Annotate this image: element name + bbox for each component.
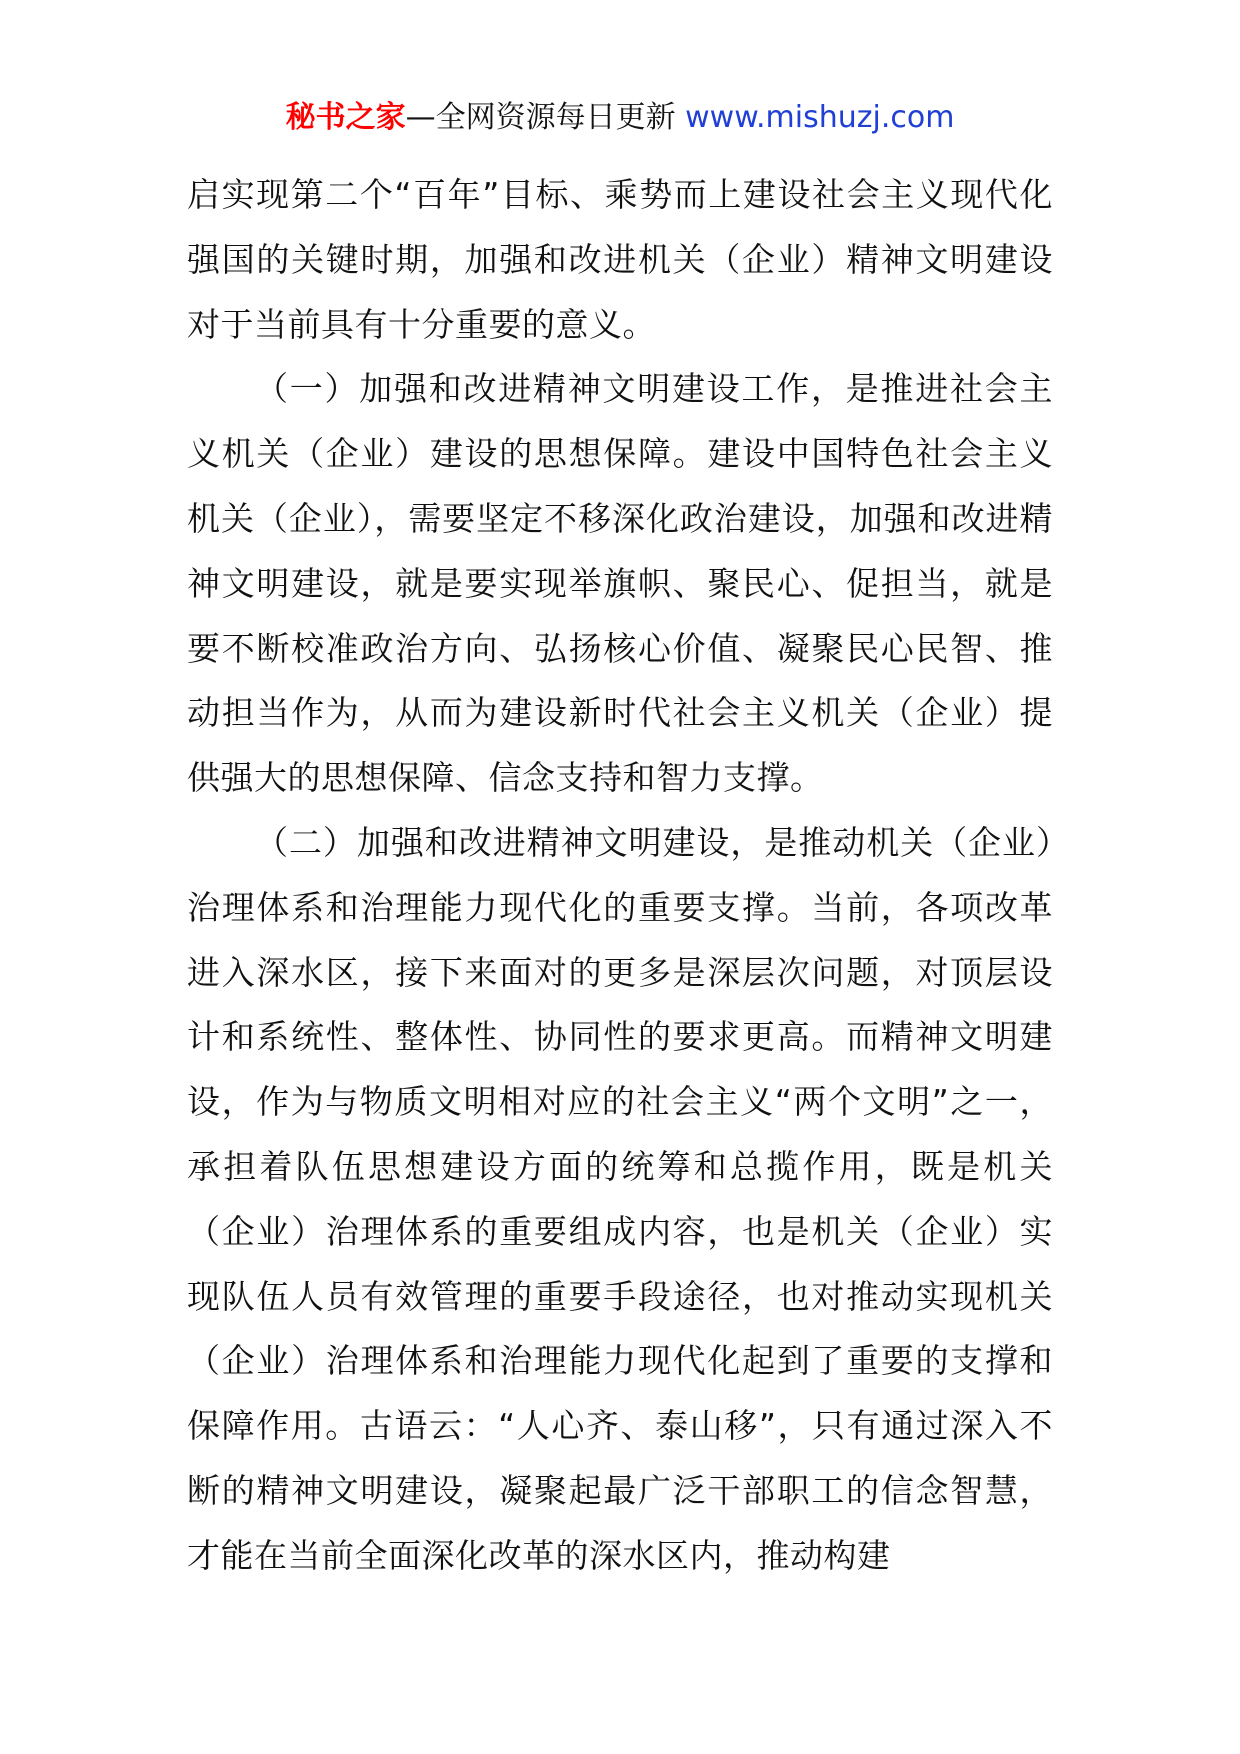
paragraph-point-one: （一）加强和改进精神文明建设工作，是推进社会主义机关（企业）建设的思想保障。建设中国特色社会主义机关（企业），需要坚定不移深化政治建设，加强和改进精神文明建设，就是要实现举旗帜、聚民心、促担当，就是要不断校准政治方向、弘扬核心价值、凝聚民心民智、推动担当作为，从而为建设新时代社会主义机关（企业）提供强大的思想保障、信念支持和智力支撑。 (187, 369, 1053, 798)
header-tagline: —全网资源每日更新 (405, 100, 686, 135)
site-url-link[interactable]: www.mishuzj.com (685, 100, 955, 135)
paragraph-intro: 启实现第二个“百年”目标、乘势而上建设社会主义现代化强国的关键时期，加强和改进机关（企业）精神文明建设对于当前具有十分重要的意义。 (187, 175, 1053, 344)
site-header (0, 98, 1240, 138)
paragraph-point-two: （二）加强和改进精神文明建设，是推动机关（企业）治理体系和治理能力现代化的重要支撑。当前，各项改革进入深水区，接下来面对的更多是深层次问题，对顶层设计和系统性、整体性、协同性的要求更高。而精神文明建设，作为与物质文明相对应的社会主义“两个文明”之一，承担着队伍思想建设方面的统筹和总揽作用，既是机关（企业）治理体系的重要组成内容，也是机关（企业）实现队伍人员有效管理的重要手段途径，也对推动实现机关（企业）治理体系和治理能力现代化起到了重要的支撑和保障作用。古语云：“人心齐、泰山移”，只有通过深入不断的精神文明建设，凝聚起最广泛干部职工的信念智慧，才能在当前全面深化改革的深水区内，推动构建 (187, 822, 1053, 1575)
brand-name: 秘书之家 (285, 100, 406, 135)
document-body (187, 163, 1053, 1589)
